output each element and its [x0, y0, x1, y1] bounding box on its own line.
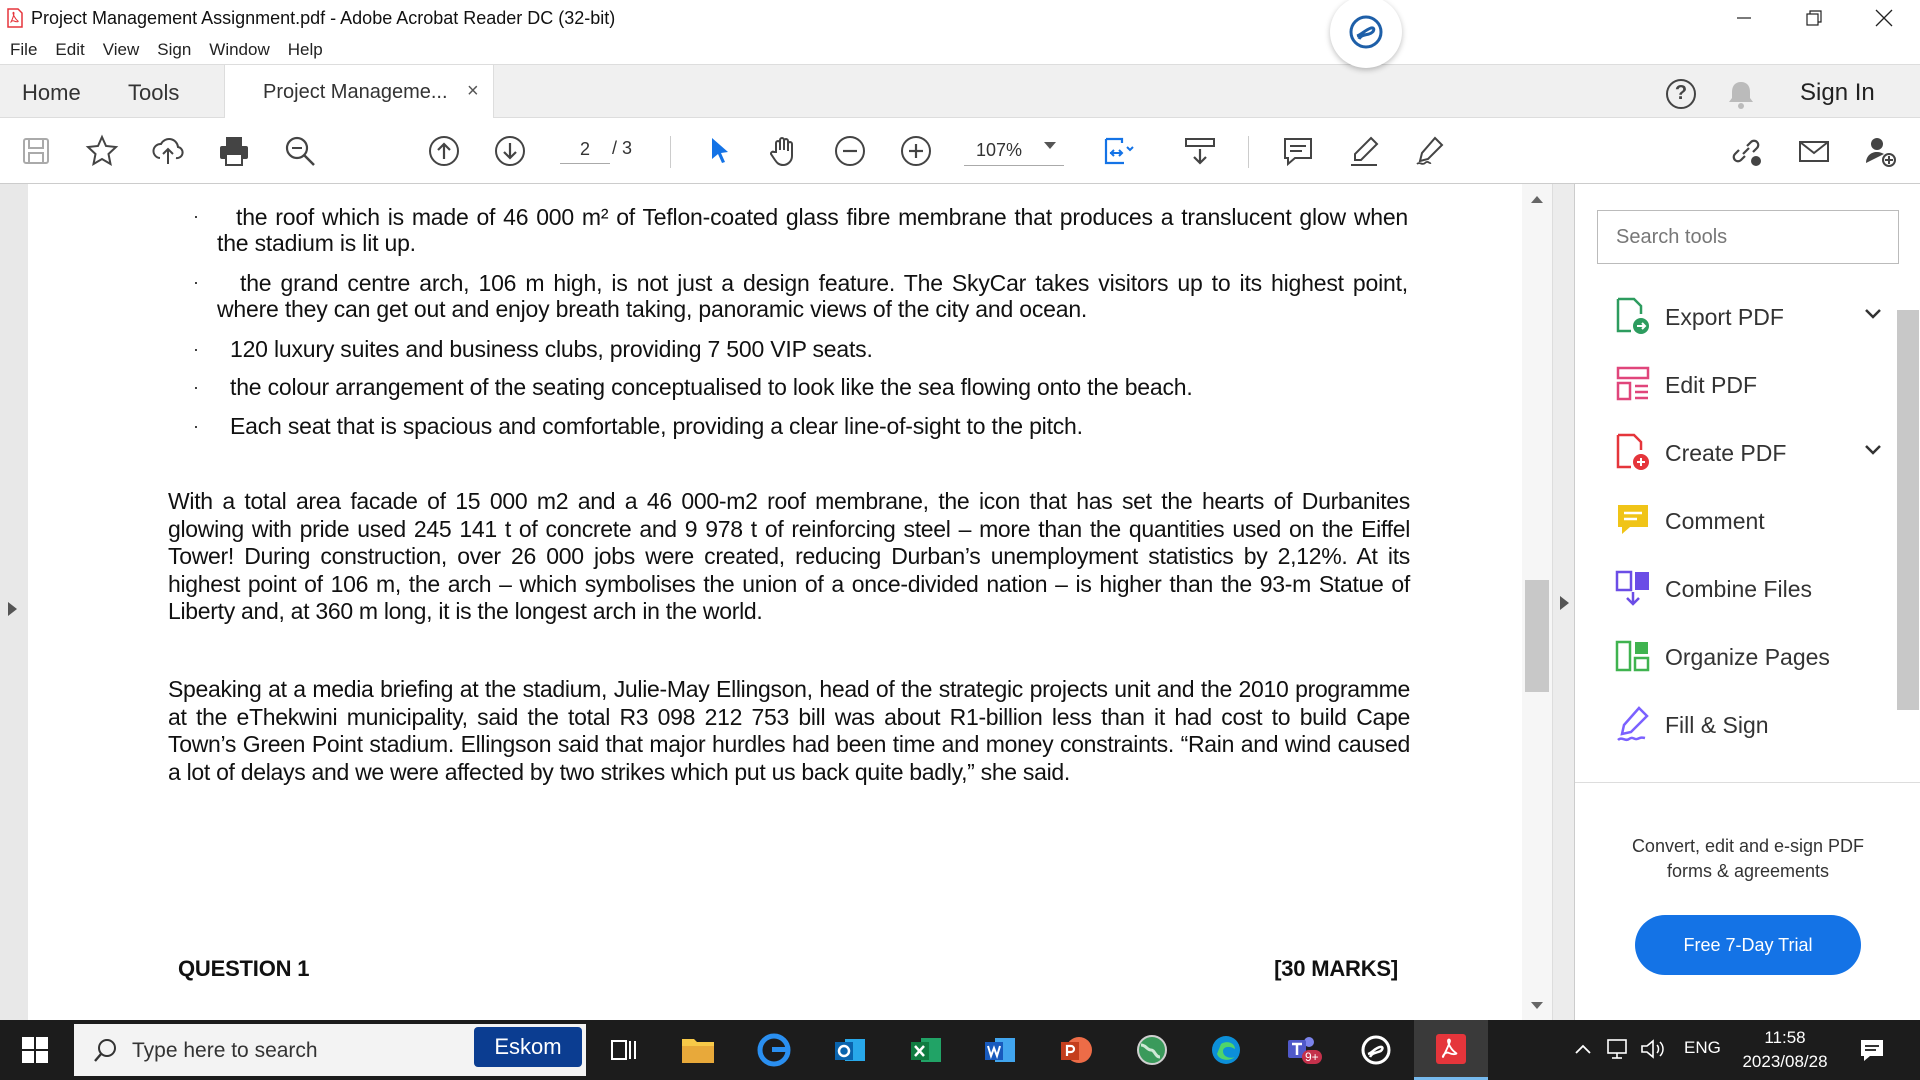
menu-edit[interactable]: Edit — [55, 40, 85, 59]
tool-organize-pages[interactable] — [1615, 636, 1885, 676]
tool-create-pdf[interactable] — [1615, 432, 1885, 472]
tool-label: Combine Files — [1665, 576, 1812, 602]
windows-taskbar — [0, 1020, 1920, 1080]
eskom-widget[interactable] — [474, 1027, 582, 1067]
tool-label: Edit PDF — [1665, 372, 1758, 398]
minimize-button[interactable] — [1710, 0, 1778, 36]
restore-button[interactable] — [1780, 0, 1848, 36]
bullet-mark: · — [193, 416, 199, 436]
bullet-text: 120 luxury suites and business clubs, providing 7 500 VIP seats. — [230, 336, 873, 362]
tool-export-pdf[interactable] — [1615, 296, 1885, 336]
tab-document[interactable] — [224, 65, 494, 119]
task-view-icon[interactable] — [602, 1028, 646, 1072]
search-icon — [92, 1036, 120, 1064]
zoom-out-icon[interactable] — [830, 131, 870, 171]
document-scrollbar[interactable] — [1522, 184, 1552, 1020]
powerpoint-icon[interactable] — [1054, 1028, 1098, 1072]
menu-help[interactable]: Help — [287, 40, 323, 59]
tool-label: Export PDF — [1665, 304, 1784, 330]
upload-cloud-icon[interactable] — [148, 131, 188, 171]
teams-notification-badge: 9+ — [1302, 1050, 1322, 1064]
eskom-label: Eskom — [494, 1034, 562, 1059]
bullet-mark: · — [193, 206, 199, 226]
bullet-mark: · — [193, 339, 199, 359]
zoom-in-icon[interactable] — [896, 131, 936, 171]
bullet-text: the stadium is lit up. — [217, 230, 416, 256]
free-trial-button[interactable]: Free 7-Day Trial — [1635, 915, 1861, 975]
promo-line: forms & agreements — [1666, 861, 1830, 881]
outlook-icon[interactable] — [828, 1028, 872, 1072]
tool-comment[interactable] — [1615, 500, 1885, 540]
toolbar-divider — [670, 136, 671, 168]
hand-tool-icon[interactable] — [764, 131, 804, 171]
window-title: Project Management Assignment.pdf - Adobe Acrobat Reader DC (32-bit) — [31, 8, 616, 28]
clock-date: 2023/08/28 — [1742, 1052, 1828, 1071]
tab-home[interactable]: Home — [22, 80, 81, 105]
tool-label: Comment — [1665, 508, 1765, 534]
export-pdf-icon — [1615, 296, 1651, 336]
chevron-down-icon[interactable] — [1044, 142, 1056, 149]
system-clock[interactable] — [1730, 1026, 1840, 1074]
add-user-icon[interactable] — [1860, 131, 1900, 171]
bullet-text: where they can get out and enjoy breath taking, panoramic views of the city and ocean. — [217, 296, 1088, 322]
sign-pen-icon[interactable] — [1410, 131, 1450, 171]
print-icon[interactable] — [214, 131, 254, 171]
bullet-mark: · — [193, 377, 199, 397]
close-window-button[interactable] — [1850, 0, 1918, 36]
scroll-down-icon[interactable] — [1531, 1002, 1543, 1009]
tab-bar — [0, 64, 1920, 118]
previous-page-icon[interactable] — [424, 131, 464, 171]
teams-icon[interactable] — [1280, 1028, 1324, 1072]
tool-fill-sign[interactable] — [1615, 704, 1885, 744]
close-tab-icon[interactable]: × — [467, 80, 479, 102]
bookmark-star-icon[interactable] — [82, 131, 122, 171]
question-heading: QUESTION 1 — [178, 956, 310, 981]
tool-label: Fill & Sign — [1665, 712, 1769, 738]
chevron-down-icon[interactable] — [1861, 438, 1885, 462]
bullet-text: the roof which is made of 46 000 m² of Teflon-coated glass fibre membrane that produces a translucent glow when — [236, 204, 1408, 230]
file-explorer-icon[interactable] — [676, 1028, 720, 1072]
tool-label: Organize Pages — [1665, 644, 1830, 670]
acrobat-icon — [1434, 1032, 1468, 1066]
windows-logo-icon — [22, 1037, 48, 1063]
create-pdf-icon — [1615, 432, 1651, 472]
volume-icon[interactable] — [1640, 1038, 1666, 1060]
question-marks: [30 MARKS] — [1274, 956, 1398, 981]
organize-pages-icon — [1615, 636, 1651, 676]
bullet-text: Each seat that is spacious and comfortable, providing a clear line-of-sight to the pitch. — [230, 413, 1083, 439]
excel-icon[interactable] — [904, 1028, 948, 1072]
document-tab-label: Project Manageme... — [263, 81, 448, 103]
menu-bar — [0, 36, 1920, 64]
toolbar — [0, 118, 1920, 184]
comment-icon[interactable] — [1278, 131, 1318, 171]
tools-pane — [1574, 184, 1920, 1020]
tray-chevron-up-icon[interactable] — [1574, 1042, 1592, 1056]
bullet-text: the grand centre arch, 106 m high, is not just a design feature. The SkyCar takes visitors up to its highest point, — [240, 270, 1408, 296]
maps-globe-icon[interactable] — [1130, 1028, 1174, 1072]
page-number-input[interactable]: 2 — [560, 134, 610, 164]
search-tools-input[interactable]: Search tools — [1597, 210, 1899, 264]
network-icon[interactable] — [1606, 1038, 1632, 1060]
sign-in-button[interactable]: Sign In — [1800, 79, 1875, 106]
notification-bell-icon[interactable] — [1726, 79, 1756, 111]
page-total: / 3 — [612, 138, 633, 158]
promo-text — [1575, 834, 1920, 884]
search-placeholder: Type here to search — [132, 1039, 318, 1062]
promo-line: Convert, edit and e-sign PDF — [1631, 836, 1865, 856]
toolbar-divider — [1248, 136, 1249, 168]
bullet-text: the colour arrangement of the seating conceptualised to look like the sea flowing onto the beach. — [230, 374, 1193, 400]
scroll-up-icon[interactable] — [1531, 196, 1543, 203]
save-icon[interactable] — [16, 131, 56, 171]
menu-view[interactable]: View — [102, 40, 140, 59]
expand-left-pane-icon[interactable] — [8, 602, 17, 616]
next-page-icon[interactable] — [490, 131, 530, 171]
bullet-mark: · — [193, 272, 199, 292]
help-icon[interactable]: ? — [1666, 79, 1696, 109]
tab-tools[interactable]: Tools — [128, 80, 180, 105]
body-paragraph: Speaking at a media briefing at the stadium, Julie-May Ellingson, head of the strategic projects unit and the 2010 programme at the eThekwini municipality, said the total R3 098 212 753 bill was about R1-billion less than it had cost to build Cape Town’s Green Point stadium. Ellingson said that major hurdles had been time and money constraints. “Rain and wind caused a lot of delays and we were affected by two strikes which put us back quite badly,” she said. — [168, 676, 1410, 785]
acrobat-app-icon — [6, 8, 24, 28]
zoom-level-select[interactable]: 107% — [964, 134, 1064, 166]
search-zoom-icon[interactable] — [280, 131, 320, 171]
fill-sign-icon — [1615, 704, 1651, 744]
acrobat-taskbar-button[interactable] — [1414, 1020, 1488, 1080]
body-paragraph: With a total area facade of 15 000 m2 and a 46 000-m2 roof membrane, the icon that has set the hearts of Durbanites glowing with pride used 245 141 t of concrete and 9 978 t of reinforcing steel – more than the quantities used on the Eiffel Tower! During construction, over 26 000 jobs were created, reducing Durban’s unemployment statistics by 2,12%. At its highest point of 106 m, the arch – which symbolises the union of a once-divided nation – is higher than the 93-m Statue of Liberty and, at 360 m long, it is the longest arch in the world. — [168, 488, 1410, 624]
select-cursor-icon[interactable] — [700, 131, 740, 171]
pdf-page — [28, 184, 1522, 1020]
comment-icon — [1615, 500, 1651, 540]
tool-edit-pdf[interactable] — [1615, 364, 1885, 404]
fit-page-icon[interactable] — [1098, 131, 1138, 171]
edge-icon[interactable] — [1204, 1028, 1248, 1072]
share-link-icon[interactable] — [1726, 131, 1766, 171]
tools-scrollbar-thumb[interactable] — [1897, 310, 1919, 710]
scrollbar-thumb[interactable] — [1525, 580, 1549, 692]
tool-combine-files[interactable] — [1615, 568, 1885, 608]
assistant-app-icon[interactable] — [1354, 1028, 1398, 1072]
chevron-right-icon[interactable] — [1560, 596, 1569, 610]
menu-window[interactable]: Window — [209, 40, 270, 59]
email-icon[interactable] — [1794, 131, 1834, 171]
edge-legacy-icon[interactable] — [752, 1028, 796, 1072]
tool-label: Create PDF — [1665, 440, 1787, 466]
chevron-down-icon[interactable] — [1861, 302, 1885, 326]
clock-time: 11:58 — [1764, 1028, 1806, 1047]
highlight-pen-icon[interactable] — [1344, 131, 1384, 171]
menu-sign[interactable]: Sign — [157, 40, 192, 59]
start-button[interactable] — [0, 1020, 70, 1080]
edit-pdf-icon — [1615, 364, 1651, 404]
pane-divider — [1575, 782, 1920, 783]
collapse-right-pane[interactable] — [1552, 184, 1574, 1020]
word-icon[interactable] — [978, 1028, 1022, 1072]
language-indicator[interactable]: ENG — [1684, 1038, 1721, 1057]
notifications-icon[interactable] — [1858, 1036, 1886, 1064]
combine-files-icon — [1615, 568, 1651, 608]
menu-file[interactable]: File — [10, 40, 38, 59]
title-bar — [0, 0, 1920, 36]
scroll-mode-icon[interactable] — [1180, 131, 1220, 171]
document-viewer[interactable] — [0, 184, 1574, 1020]
